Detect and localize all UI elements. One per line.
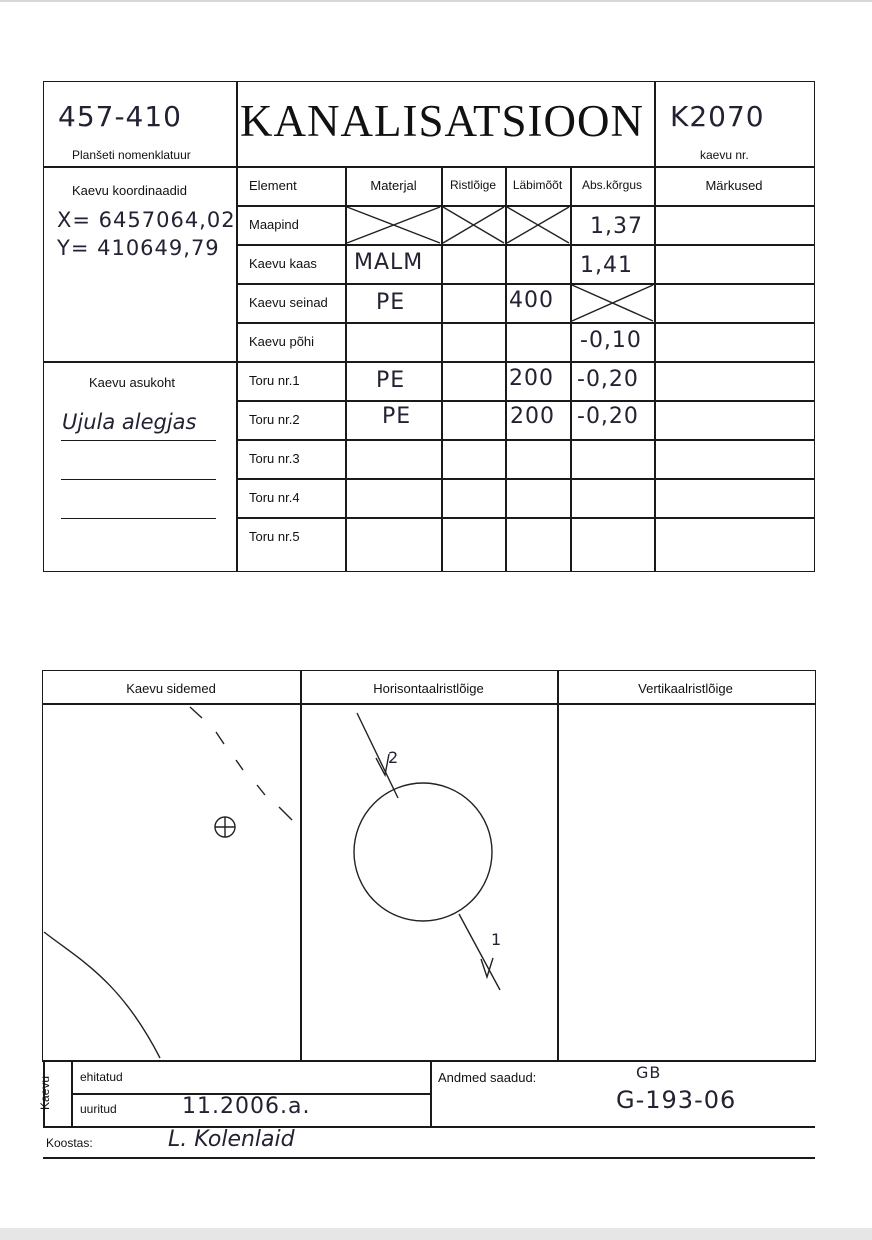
coordinates-label: Kaevu koordinaadid [72,183,187,198]
location-label: Kaevu asukoht [89,375,176,390]
material-value: PE [376,290,406,315]
data-source-value-top: GB [636,1063,662,1082]
diameter-value: 200 [509,366,554,391]
author-signature: L. Kolenlaid [168,1127,295,1152]
abs-height-value: -0,10 [580,328,642,353]
crossed-cells [0,0,872,600]
material-value: PE [376,368,406,393]
col-header-remarks: Märkused [705,178,763,193]
col-header-diameter: Läbimõõt [512,178,563,192]
well-number-value: K2070 [670,100,765,133]
abs-height-value: -0,20 [577,367,639,392]
abs-height-value: -0,20 [577,404,639,429]
data-source-label: Andmed saadud: [438,1070,537,1085]
abs-height-value: 1,41 [580,253,633,278]
row-label: Kaevu kaas [249,256,317,271]
row-label: Toru nr.5 [249,529,300,544]
pipe-label: 1 [491,930,503,949]
col-header-connections: Kaevu sidemed [126,681,216,696]
scan-bottom-edge [0,1228,872,1240]
row-label: Toru nr.2 [249,412,300,427]
col-header-abs-height: Abs.kõrgus [581,178,643,192]
row-label: Toru nr.4 [249,490,300,505]
well-sketches [0,600,872,1200]
built-label: ehitatud [80,1070,123,1084]
col-header-material: Materjal [370,178,417,193]
well-number-label: kaevu nr. [700,148,749,162]
col-header-element: Element [249,178,297,193]
side-label-well: Kaevu [38,1075,53,1111]
abs-height-value: 1,37 [590,214,643,239]
row-label: Toru nr.1 [249,373,300,388]
location-value: Ujula alegjas [62,410,197,434]
surveyed-value: 11.2006.a. [182,1094,311,1119]
col-header-cross-section: Ristlõige [449,178,497,192]
pipe-label: 2 [388,748,400,767]
col-header-horizontal-section: Horisontaalristlõige [373,681,484,696]
page-title: KANALISATSIOON [240,96,644,146]
diameter-value: 400 [509,288,554,313]
col-header-vertical-section: Vertikaalristlõige [638,681,733,696]
material-value: PE [382,404,412,429]
data-source-value: G-193-06 [616,1086,737,1114]
sheet-nomenclature-label: Planšeti nomenklatuur [72,148,191,162]
well-card-top [0,0,872,600]
well-card-bottom [0,600,872,1200]
row-label: Toru nr.3 [249,451,300,466]
row-label: Maapind [249,217,299,232]
material-value: MALM [354,250,424,275]
sheet-nomenclature-value: 457-410 [58,100,182,133]
row-label: Kaevu põhi [249,334,315,349]
author-label: Koostas: [46,1136,93,1150]
row-label: Kaevu seinad [249,295,328,310]
coordinate-x: X= 6457064,02 [57,208,236,232]
surveyed-label: uuritud [80,1102,117,1116]
coordinate-y: Y= 410649,79 [57,236,220,260]
diameter-value: 200 [510,404,555,429]
